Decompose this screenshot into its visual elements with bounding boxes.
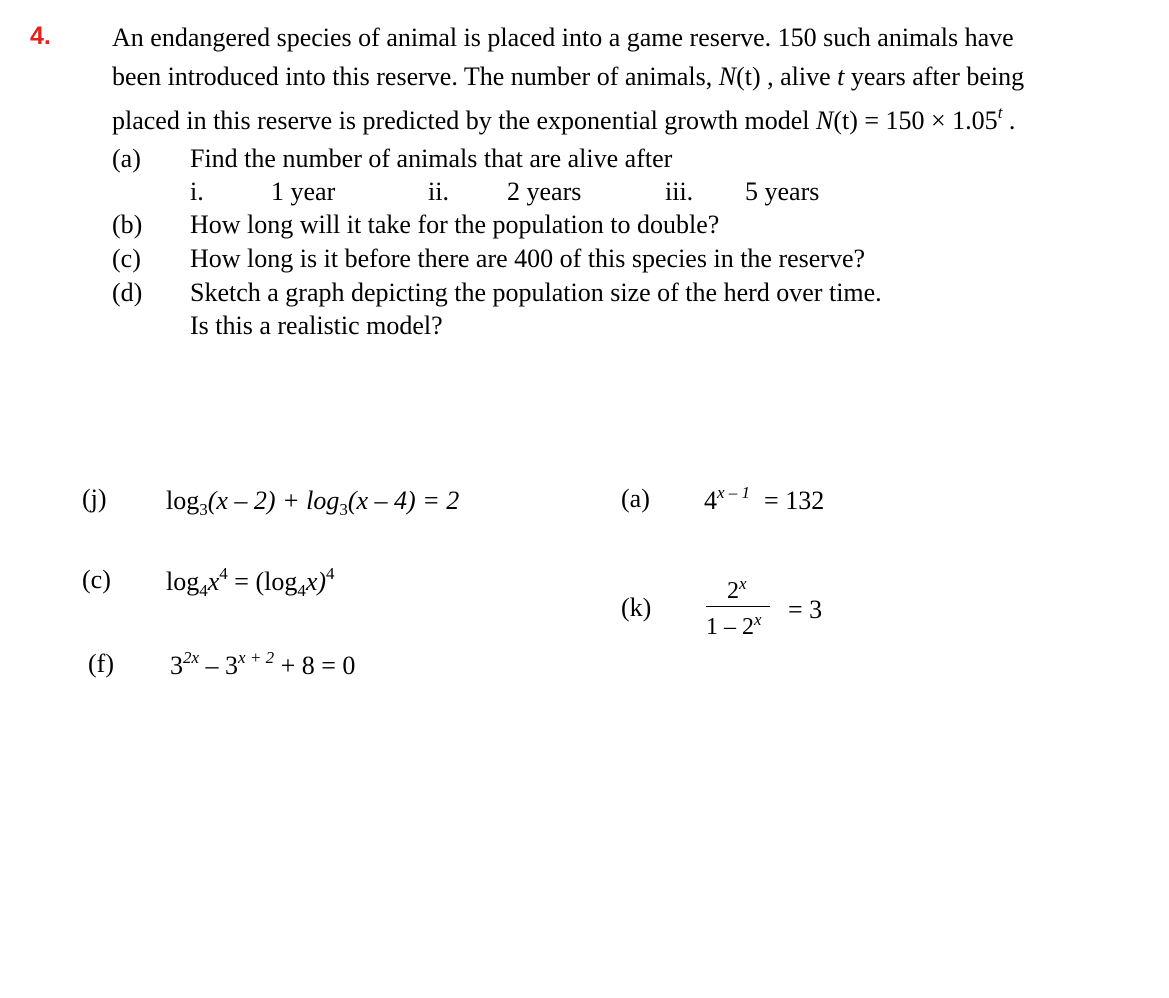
eq-k-den-exp: x <box>754 610 762 629</box>
eq-j-arg1: (x – 2) + log <box>207 486 340 515</box>
intro-line-2-b: , alive <box>760 62 838 91</box>
eq-c-mid: = (log <box>227 567 298 596</box>
eq-c-x2: x) <box>305 567 327 596</box>
part-c-label: (c) <box>112 244 141 273</box>
eq-c <box>166 564 335 600</box>
part-d-label: (d) <box>112 278 143 307</box>
intro-line-2 <box>112 64 1024 90</box>
model-end: . <box>1002 106 1016 135</box>
model-exponent: t <box>997 103 1003 122</box>
var-t: t <box>837 62 845 91</box>
part-a-i-label: i. <box>190 177 204 206</box>
eq-c-exp1: 4 <box>219 564 228 583</box>
model-t-paren: (t) <box>833 106 858 135</box>
eq-k-denominator <box>706 610 762 641</box>
part-a-ii-label: ii. <box>428 177 449 206</box>
eq-f-exp2: x + 2 <box>238 648 275 667</box>
eq-c-base1: 4 <box>199 581 208 600</box>
intro-line-2-a: been introduced into this reserve. The number of animals, <box>112 62 719 91</box>
eq-k-rhs: = 3 <box>788 595 823 624</box>
eq-j-log1: log <box>166 486 200 515</box>
eq-j-label: (j) <box>82 484 107 513</box>
eq-k-numerator <box>727 574 747 605</box>
eq-f-base1: 3 <box>170 651 183 680</box>
eq-k-num-exp: x <box>739 574 747 593</box>
model-equation: = 150 × 1.05 <box>857 106 998 135</box>
part-a-i-text: 1 year <box>271 177 336 206</box>
intro-line-3 <box>112 103 1016 135</box>
part-c-text: How long is it before there are 400 of this species in the reserve? <box>190 244 866 273</box>
eq-j-arg2: (x – 4) = 2 <box>347 486 460 515</box>
eq-j-base1: 3 <box>199 500 208 519</box>
part-a-text: Find the number of animals that are alive after <box>190 144 673 173</box>
eq-a-label: (a) <box>621 484 650 513</box>
eq-k-den: 1 – 2 <box>706 614 754 640</box>
eq-c-exp2: 4 <box>326 564 335 583</box>
model-N: N <box>815 106 834 135</box>
intro-line-1: An endangered species of animal is placed into a game reserve. 150 such animals have <box>112 23 1014 52</box>
part-a-label: (a) <box>112 144 141 173</box>
eq-f-rest: + 8 = 0 <box>274 651 356 680</box>
part-a-ii-text: 2 years <box>507 177 582 206</box>
var-t-paren: (t) <box>736 62 761 91</box>
eq-f <box>170 648 356 681</box>
intro-line-2-c: years after being <box>844 62 1025 91</box>
eq-c-base2: 4 <box>297 581 306 600</box>
eq-f-label: (f) <box>88 649 114 678</box>
question-number: 4. <box>30 22 51 50</box>
eq-a-rhs: = 132 <box>764 486 825 515</box>
intro-line-3-a: placed in this reserve is predicted by the exponential growth model <box>112 106 816 135</box>
part-d-text: Sketch a graph depicting the population size of the herd over time. <box>190 278 882 307</box>
eq-a <box>704 483 825 516</box>
eq-k-fraction-bar <box>706 606 770 607</box>
part-b-text: How long will it take for the population to double? <box>190 210 720 239</box>
eq-j <box>166 486 460 519</box>
eq-f-exp1: 2x <box>183 648 200 667</box>
part-d-text-2: Is this a realistic model? <box>190 311 443 340</box>
eq-a-base: 4 <box>704 486 717 515</box>
eq-k-num-base: 2 <box>727 578 739 604</box>
part-a-iii-text: 5 years <box>745 177 820 206</box>
eq-f-minus: – 3 <box>199 651 239 680</box>
eq-k-label: (k) <box>621 593 652 622</box>
var-N: N <box>718 62 737 91</box>
eq-c-label: (c) <box>82 565 111 594</box>
part-a-iii-label: iii. <box>665 177 694 206</box>
eq-a-exp: x – 1 <box>717 483 751 502</box>
eq-c-log1: log <box>166 567 200 596</box>
eq-c-x: x <box>207 567 220 596</box>
part-b-label: (b) <box>112 210 143 239</box>
eq-j-base2: 3 <box>339 500 348 519</box>
